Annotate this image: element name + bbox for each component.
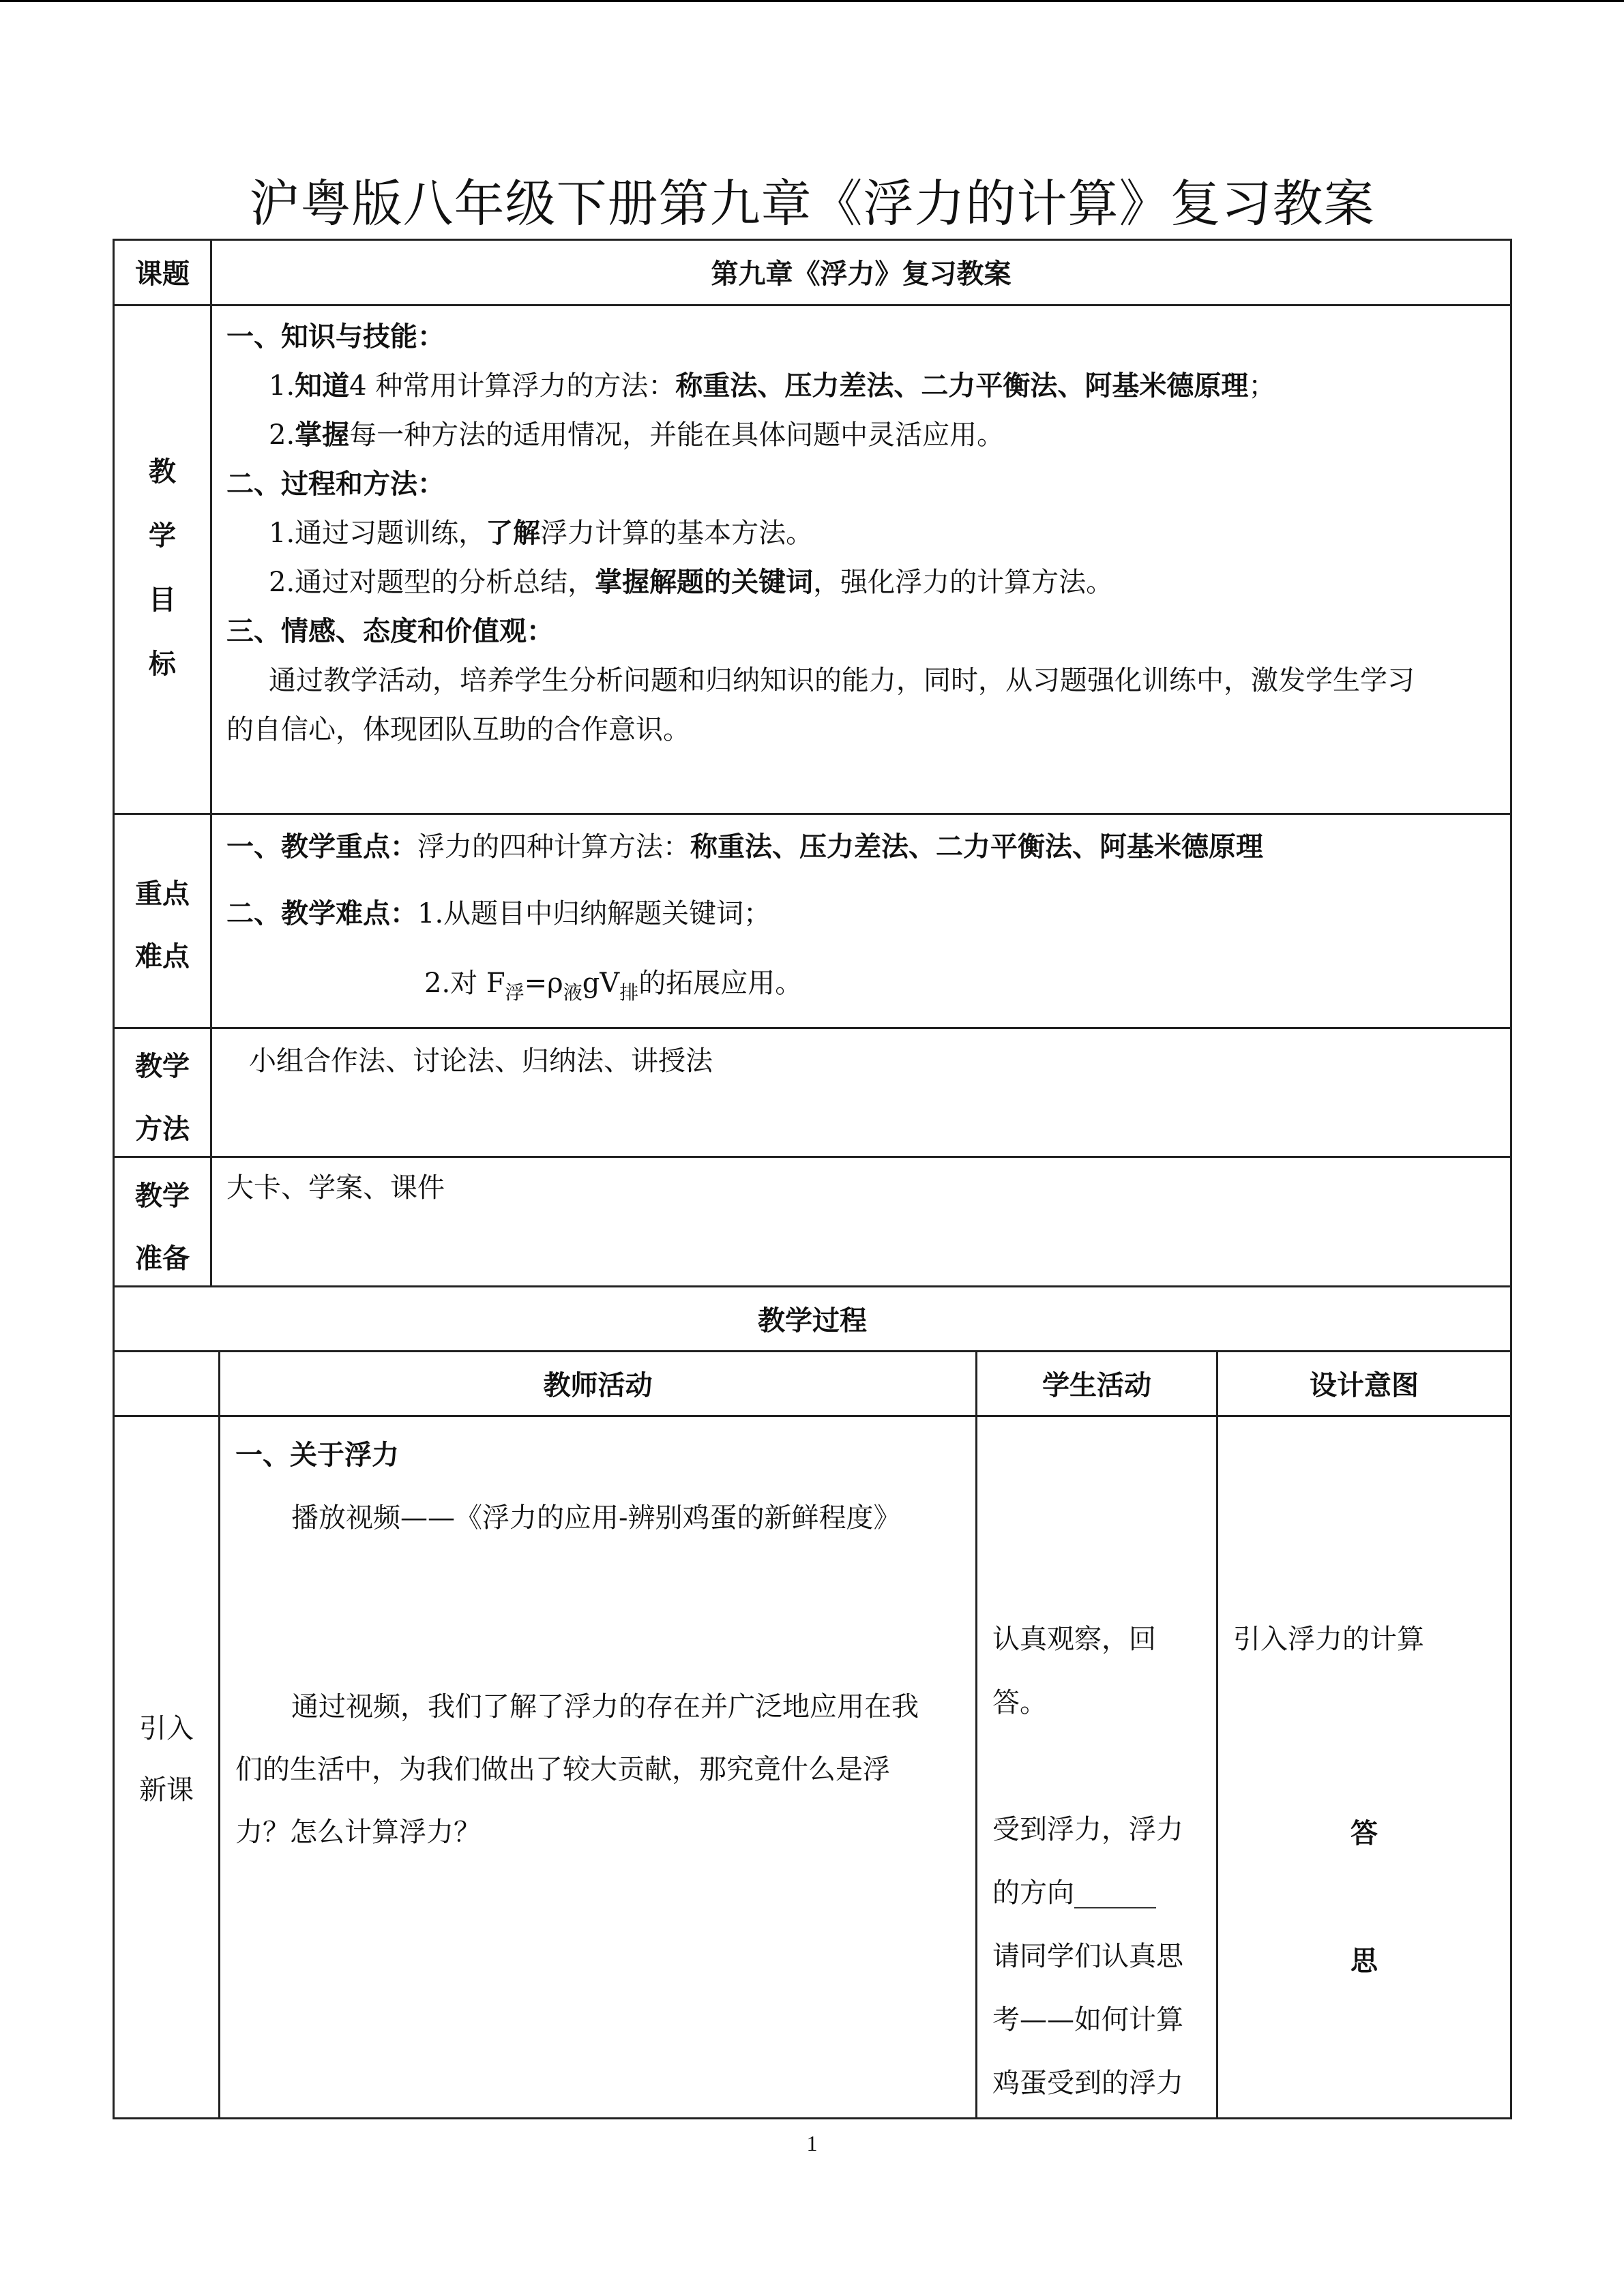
- row-line: [113, 1350, 1512, 1352]
- goals-heading-knowledge: 一、知识与技能：: [226, 321, 445, 353]
- teacher-line: 力？怎么计算浮力？: [235, 1817, 481, 1848]
- top-border: [0, 0, 1624, 2]
- row-line: [113, 1415, 1512, 1417]
- teacher-heading: 一、关于浮力: [235, 1440, 399, 1471]
- col-header-intent: 设计意图: [1310, 1370, 1419, 1401]
- col-header-teacher: 教师活动: [543, 1370, 653, 1401]
- goals-paragraph: 通过教学活动，培养学生分析问题和归纳知识的能力，同时，从习题强化训练中，激发学生学习: [269, 665, 1415, 696]
- row-line: [113, 304, 1512, 306]
- key-label: 重点 难点: [135, 878, 190, 972]
- row-line: [113, 813, 1512, 815]
- teacher-line: 们的生活中，为我们做出了较大贡献，那究竟什么是浮: [235, 1754, 890, 1785]
- prep-label: 教学 准备: [135, 1180, 190, 1274]
- goals-content: [226, 312, 1502, 754]
- goals-line: 1.知道4 种常用计算浮力的方法：称重法、压力差法、二力平衡法、阿基米德原理；: [269, 370, 1276, 402]
- col-divider: [218, 1350, 220, 2119]
- topic-label: 课题: [135, 258, 190, 290]
- key-line: 二、教学难点：1.从题目中归纳解题关键词；: [226, 898, 771, 929]
- row-line: [113, 1027, 1512, 1029]
- key-line: 一、教学重点：浮力的四种计算方法：称重法、压力差法、二力平衡法、阿基米德原理: [226, 831, 1263, 863]
- row-line: [113, 1285, 1512, 1287]
- label-divider: [210, 239, 212, 1285]
- intro-teacher-activity: [235, 1424, 965, 1864]
- goals-line: 2.通过对题型的分析总结，掌握解题的关键词，强化浮力的计算方法。: [269, 567, 1114, 598]
- row-line: [113, 1156, 1512, 1158]
- goals-line: 2.掌握每一种方法的适用情况，并能在具体问题中灵活应用。: [269, 419, 1005, 451]
- teacher-line: 通过视频，我们了解了浮力的存在并广泛地应用在我: [291, 1691, 919, 1723]
- goals-label: 教 学 目 标: [149, 456, 176, 680]
- page-title: 沪粤版八年级下册第九章《浮力的计算》复习教案: [249, 175, 1375, 233]
- table-border-right: [1510, 239, 1512, 2119]
- intro-design-intent-char: 思: [1350, 1945, 1378, 1977]
- intro-student-activity: 认真观察，回 答。 受到浮力，浮力 的方向______ 请同学们认真思 考——如何计算 鸡蛋受到的浮力: [992, 1624, 1183, 2099]
- col-header-student: 学生活动: [1042, 1370, 1151, 1401]
- formula-line: 2.对 $F_浮=\rho_液gV_排$的拓展应用。: [424, 968, 803, 1004]
- col-divider: [975, 1350, 977, 2119]
- goals-paragraph: 的自信心，体现团队互助的合作意识。: [226, 714, 690, 745]
- method-label: 教学 方法: [135, 1051, 190, 1145]
- intro-design-intent: 引入浮力的计算: [1233, 1624, 1424, 1655]
- topic-value: 第九章《浮力》复习教案: [711, 258, 1012, 290]
- method-value: 小组合作法、讨论法、归纳法、讲授法: [249, 1045, 713, 1077]
- goals-line: 1.通过习题训练，了解浮力计算的基本方法。: [269, 518, 814, 549]
- table-border-top: [113, 239, 1512, 241]
- intro-label: 引入 新课: [139, 1713, 194, 1806]
- intro-design-intent-char: 答: [1350, 1818, 1378, 1849]
- col-divider: [1216, 1350, 1218, 2119]
- goals-heading-process: 二、过程和方法：: [226, 468, 445, 500]
- page-number: 1: [806, 2131, 818, 2156]
- process-header: 教学过程: [758, 1305, 867, 1337]
- prep-value: 大卡、学案、课件: [226, 1172, 445, 1204]
- table-border-bottom: [113, 2117, 1512, 2119]
- teacher-line: 播放视频——《浮力的应用-辨别鸡蛋的新鲜程度》: [291, 1502, 901, 1534]
- key-content: [226, 822, 1502, 1017]
- goals-heading-attitude: 三、情感、态度和价值观：: [226, 616, 554, 647]
